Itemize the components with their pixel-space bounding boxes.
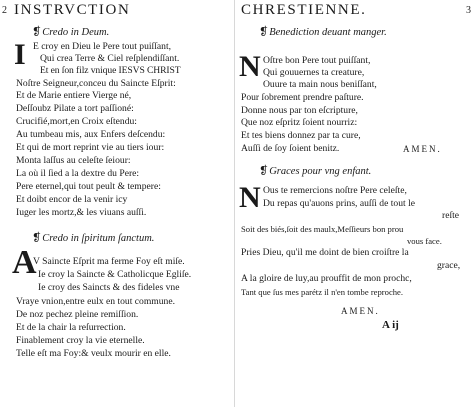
verse-line: vous face. [407,236,442,246]
amen-label: AMEN. [403,144,442,154]
verse-line: Et qui de mort reprint vie au tiers iour: [16,142,165,153]
verse-line: Oſtre bon Pere tout puiſſant, [263,55,371,66]
verse-line: Finablement croy la vie eternelle. [16,335,145,346]
verse-line: Vraye vnion,entre eulx en tout commune. [16,296,176,307]
verse-line: Noſtre Seigneur,conceu du Saincte Eſprit: [16,78,176,89]
verse-line: Et de Marie entiere Vierge né, [16,90,132,101]
paragraph-mark-icon: ❡ [32,26,42,38]
verse-line: De noz pechez pleine remiſſion. [16,309,139,320]
verse-line: reſte [442,210,460,221]
drop-cap-initial: I [14,38,26,71]
verse-line: Du repas qu'auons prins, auſſi de tout le [263,198,416,209]
verse-line: Qui crea Terre & Ciel reſplendiſſant. [40,53,180,64]
verse-line: Ie croy la Saincte & Catholicque Egliſe. [38,269,192,280]
verse-line: E croy en Dieu le Pere tout puiſſant, [33,41,172,52]
verse-line: Pries Dieu, qu'il me doint de bien croiſtre la [241,247,409,258]
verse-line: La où il ſied a la dextre du Pere: [16,168,140,179]
verse-line: Monta laſſus au celeſte ſeiour: [16,155,131,166]
catchword: A ij [382,319,399,331]
verse-line: Et tes biens donnez par ta cure, [241,130,361,141]
paragraph-mark-icon: ❡ [259,26,269,38]
amen-label: AMEN. [341,306,380,316]
verse-line: Et doibt encor de la venir icy [16,194,128,205]
section-heading-graces: ❡Graces pour vng enfant. [259,165,372,177]
verse-line: Ouure ta main nous beniſſant, [263,79,377,90]
drop-cap-initial: N [239,181,261,214]
drop-cap-initial: N [239,50,261,83]
verse-line: Que noz eſpritz ſoient nourriz: [241,117,358,128]
right-page-number: 3 [466,5,471,16]
paragraph-mark-icon: ❡ [32,232,42,244]
verse-line: Et en ſon filz vnique IESVS CHRIST [40,65,181,76]
verse-line: A la gloire de luy,au prouffit de mon prochc, [241,273,412,284]
left-page [0,0,236,407]
verse-line: Auſſi de ſoy ſoient benitz. [241,143,340,154]
verse-line: Pour ſobrement prendre paſture. [241,92,364,103]
section-heading-benediction: ❡Benediction deuant manger. [259,26,387,38]
verse-line: Deſſoubz Pilate a tort paſſioné: [16,103,134,114]
paragraph-mark-icon: ❡ [259,165,269,177]
verse-line: Telle eſt ma Foy:& veulx mourir en elle. [16,348,171,359]
section-heading-credo-in-deum: ❡Credo in Deum. [32,26,110,38]
verse-line: Iuger les mortz,& les viuans auſſi. [16,207,147,218]
section-heading-credo-in-spiritum: ❡Credo in ſpiritum ſanctum. [32,232,155,244]
right-running-head: CHRESTIENNE. [241,2,367,18]
verse-line: Ous te remercions noſtre Pere celeſte, [263,185,407,196]
verse-line: Au tumbeau mis, aux Enfers deſcendu: [16,129,166,140]
left-page-number: 2 [2,5,7,16]
verse-line: Soit des biés,ſoit des maulx,Meſſieurs bon prou [241,224,404,234]
verse-line: Donne nous par ton eſcripture, [241,105,358,116]
verse-line: Qui gouuernes ta creature, [263,67,365,78]
left-running-head: INSTRVCTION [14,2,131,18]
verse-line: Et de la chair la reſurrection. [16,322,126,333]
verse-line: grace, [437,260,461,271]
right-page [237,0,475,407]
verse-line: Crucifié,mort,en Croix eſtendu: [16,116,137,127]
drop-cap-initial: A [12,244,37,281]
verse-line: Tant que ſus mes parétz il n'en tombe reproche. [241,287,404,297]
verse-line: Ie croy des Saincts & des fideles vne [38,282,180,293]
verse-line: Pere eternel,qui tout peult & tempere: [16,181,161,192]
verse-line: V Saincte Eſprit ma ferme Foy eſt miſe. [33,256,185,267]
